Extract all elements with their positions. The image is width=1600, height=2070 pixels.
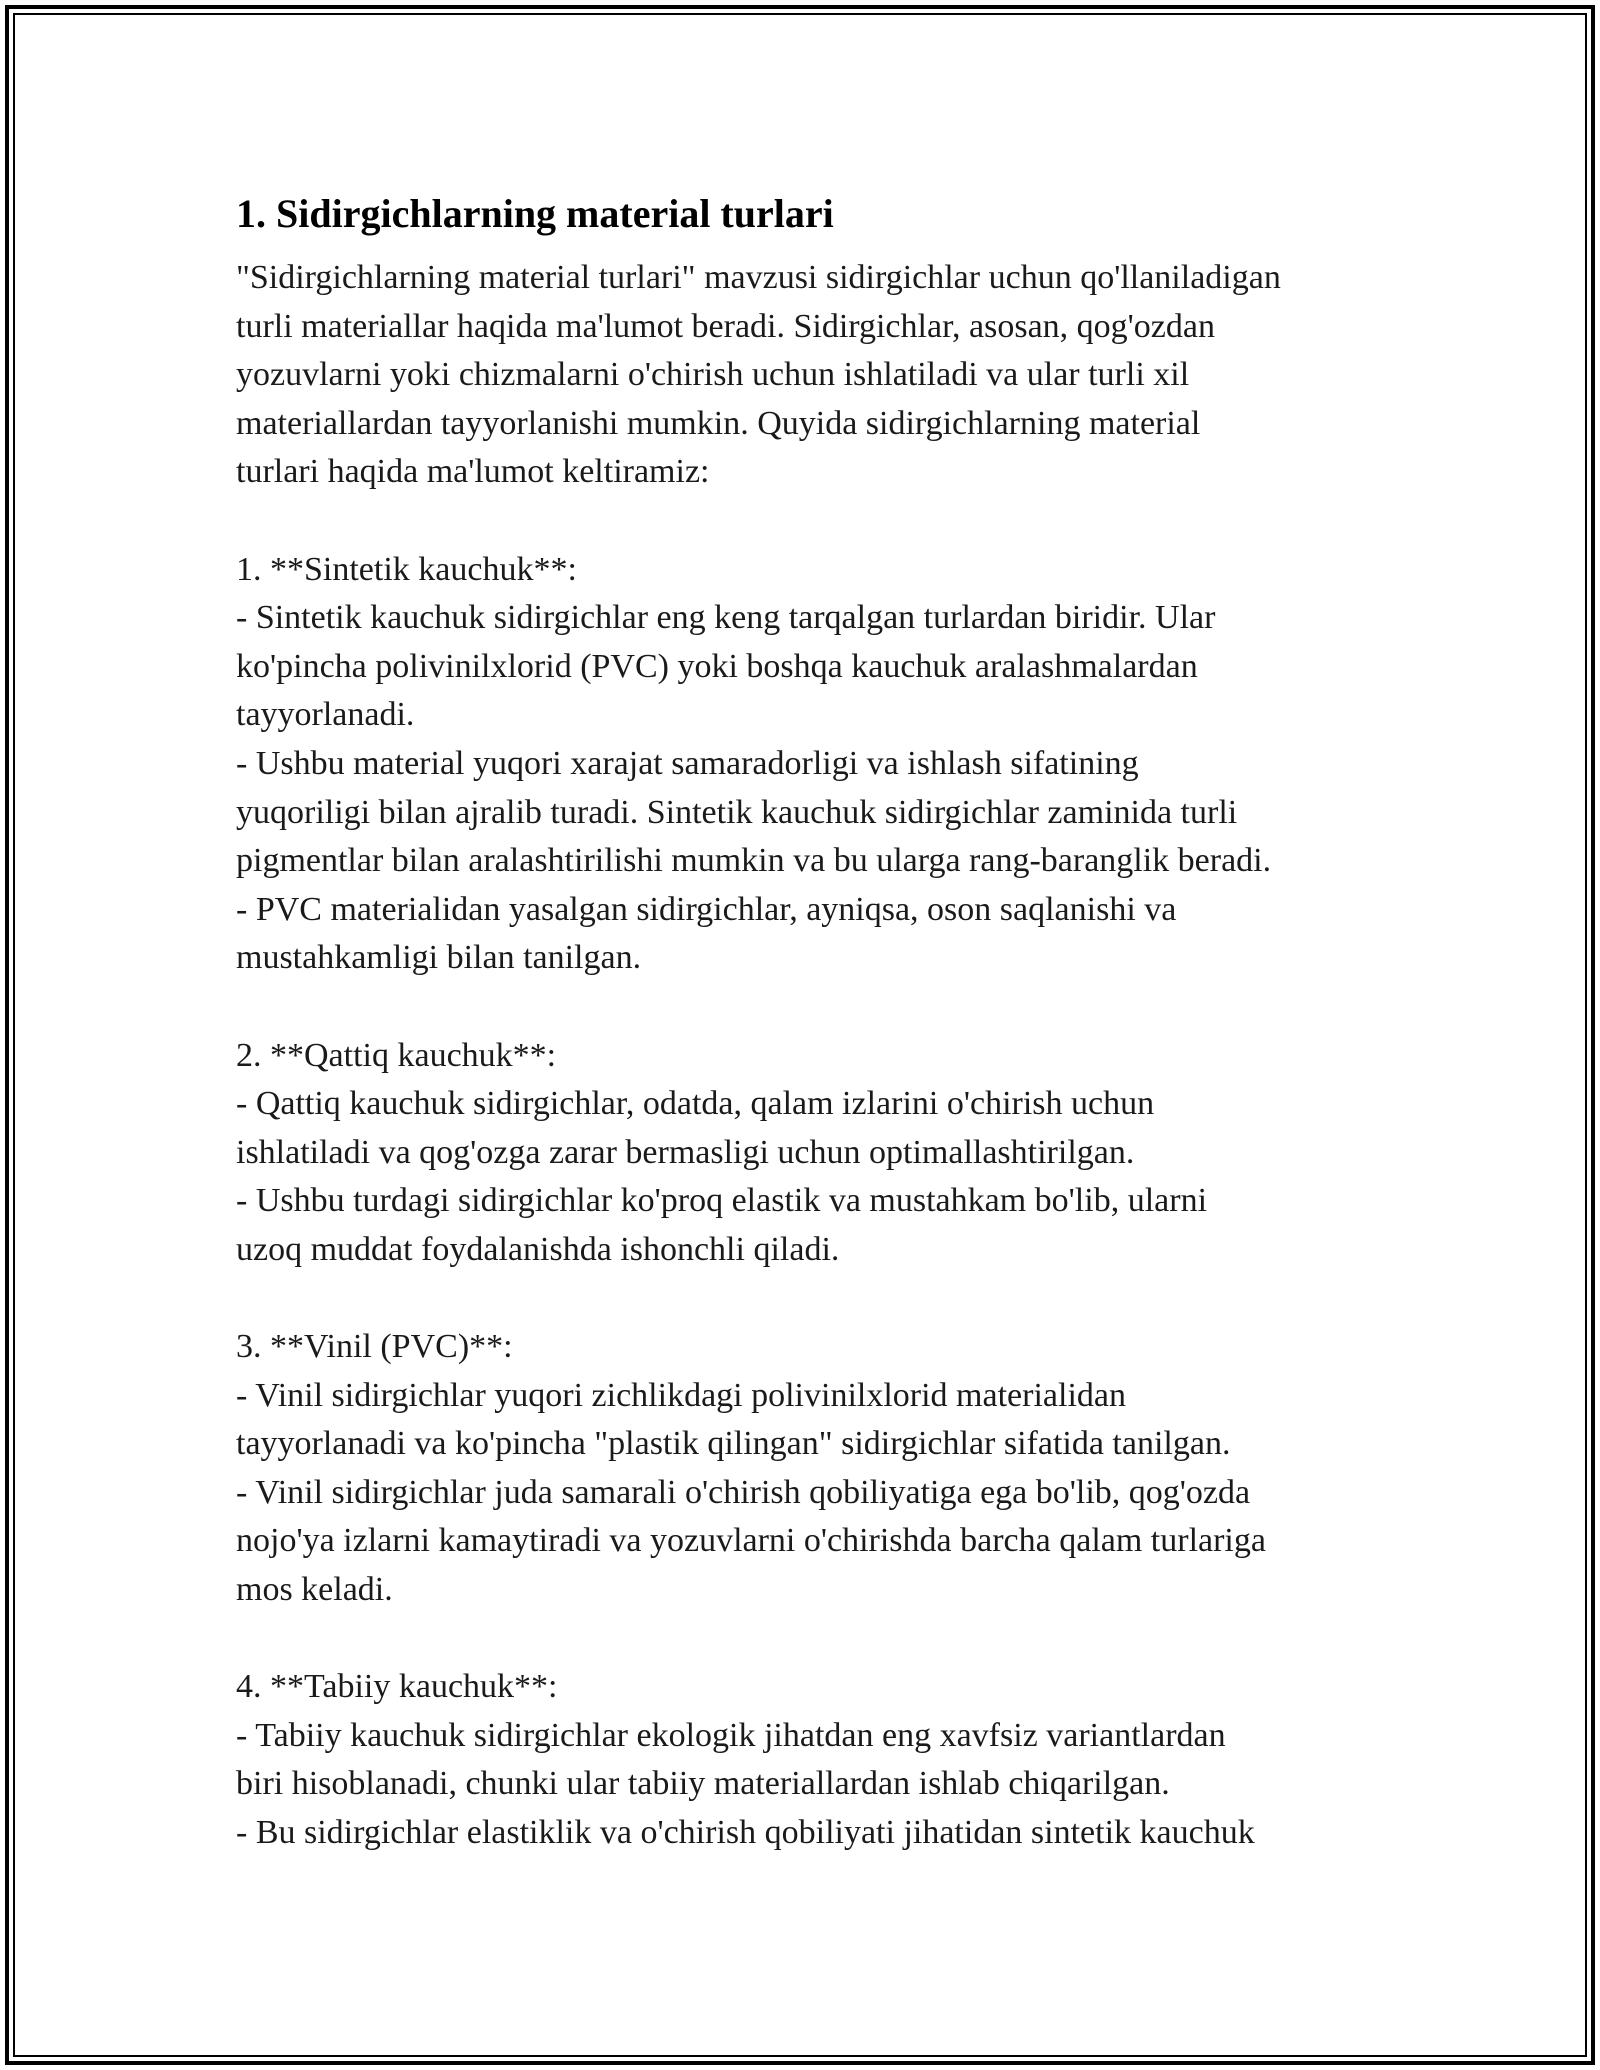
document-content (236, 186, 1376, 1858)
document-title: 1. Sidirgichlarning material turlari (236, 191, 834, 236)
document-body: "Sidirgichlarning material turlari" mavzusi sidirgichlar uchun qo'llaniladigan turli materiallar haqida ma'lumot beradi. Sidirgichlar, asosan, qog'ozdan yozuvlarni yoki chizmalarni o'chirish uchun ishlatiladi va ular turli xil materiallardan tayyorlanishi mumkin. Quyida sidirgichlarning material turlari haqida ma'lumot keltiramiz: 1. **Sintetik kauchuk**: - Sintetik kauchuk sidirgichlar eng keng tarqalgan turlardan biridir. Ular ko'pincha polivinilxlorid (PVC) yoki boshqa kauchuk aralashmalardan tayyorlanadi. - Ushbu material yuqori xarajat samaradorligi va ishlash sifatining yuqoriligi bilan ajralib turadi. Sintetik kauchuk sidirgichlar zaminida turli pigmentlar bilan aralashtirilishi mumkin va bu ularga rang-baranglik beradi. - PVC materialidan yasalgan sidirgichlar, ayniqsa, oson saqlanishi va mustahkamligi bilan tanilgan. 2. **Qattiq kauchuk**: - Qattiq kauchuk sidirgichlar, odatda, qalam izlarini o'chirish uchun ishlatiladi va qog'ozga zarar bermasligi uchun optimallashtirilgan. - Ushbu turdagi sidirgichlar ko'proq elastik va mustahkam bo'lib, ularni uzoq muddat foydalanishda ishonchli qiladi. 3. **Vinil (PVC)**: - Vinil sidirgichlar yuqori zichlikdagi polivinilxlorid materialidan tayyorlanadi va ko'pincha "plastik qilingan" sidirgichlar sifatida tanilgan. - Vinil sidirgichlar juda samarali o'chirish qobiliyatiga ega bo'lib, qog'ozda nojo'ya izlarni kamaytiradi va yozuvlarni o'chirishda barcha qalam turlariga mos keladi. 4. **Tabiiy kauchuk**: - Tabiiy kauchuk sidirgichlar ekologik jihatdan eng xavfsiz variantlardan biri hisoblanadi, chunki ular tabiiy materiallardan ishlab chiqarilgan. - Bu sidirgichlar elastiklik va o'chirish qobiliyati jihatidan sintetik kauchuk (236, 259, 1281, 1851)
